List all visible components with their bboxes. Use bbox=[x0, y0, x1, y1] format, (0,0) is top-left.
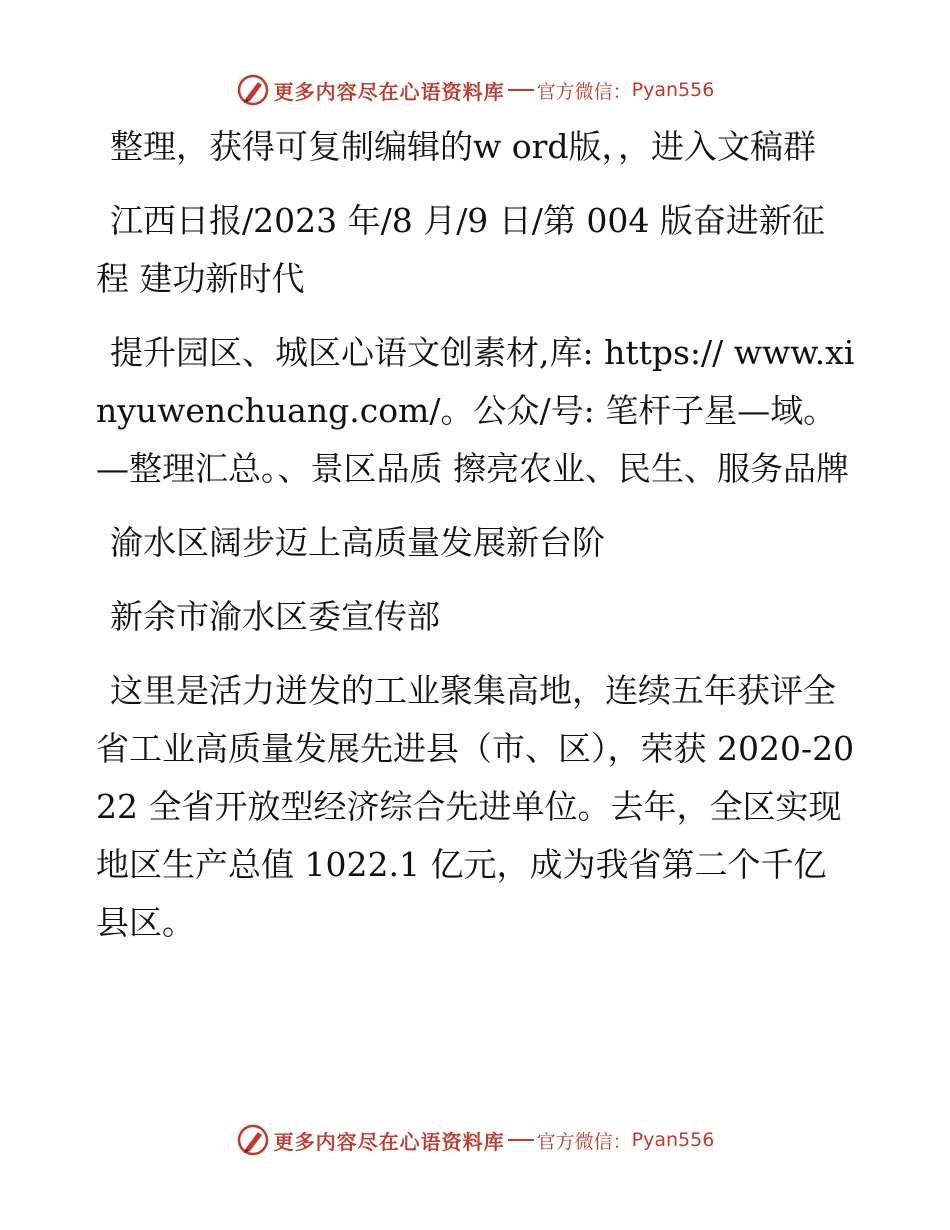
pen-logo-icon bbox=[236, 1123, 270, 1157]
article-author: 新余市渝水区委宣传部 bbox=[110, 597, 440, 636]
paragraph-intro: 整理，获得可复制编辑的w ord版，，进入文稿群 bbox=[110, 127, 817, 166]
document-body bbox=[96, 118, 856, 968]
paragraph-body: 这里是活力迸发的工业聚集高地，连续五年获评全省工业高质量发展先进县（市、区），荣获 2020-2022 全省开放型经济综合先进单位。去年，全区实现地区生产总值 1022.1 亿元，成为我省第二个千亿县区。 bbox=[96, 671, 855, 942]
banner-slogan: 更多内容尽在心语资料库 bbox=[273, 79, 505, 104]
footer-watermark-banner bbox=[0, 1120, 950, 1160]
header-watermark-banner bbox=[0, 70, 950, 110]
paragraph-subtitle: 提升园区、城区心语文创素材,库: https:// www.xinyuwenchuang.com/。公众/号: 笔杆子星—域。—整理汇总。、景区品质 擦亮农业、民生、服务品牌 bbox=[96, 333, 855, 488]
banner-slogan: 更多内容尽在心语资料库 bbox=[273, 1129, 505, 1154]
pen-logo-icon bbox=[236, 73, 270, 107]
article-title: 渝水区阔步迈上高质量发展新台阶 bbox=[110, 523, 605, 562]
banner-contact-value: Pyan556 bbox=[631, 1129, 715, 1151]
banner-dash bbox=[508, 1139, 534, 1141]
paragraph-source: 江西日报/2023 年/8 月/9 日/第 004 版奋进新征程 建功新时代 bbox=[96, 201, 825, 298]
banner-contact-label: 官方微信： bbox=[536, 1130, 632, 1153]
banner-dash bbox=[508, 89, 534, 91]
banner-contact-value: Pyan556 bbox=[631, 79, 715, 101]
banner-contact-label: 官方微信： bbox=[536, 80, 632, 103]
